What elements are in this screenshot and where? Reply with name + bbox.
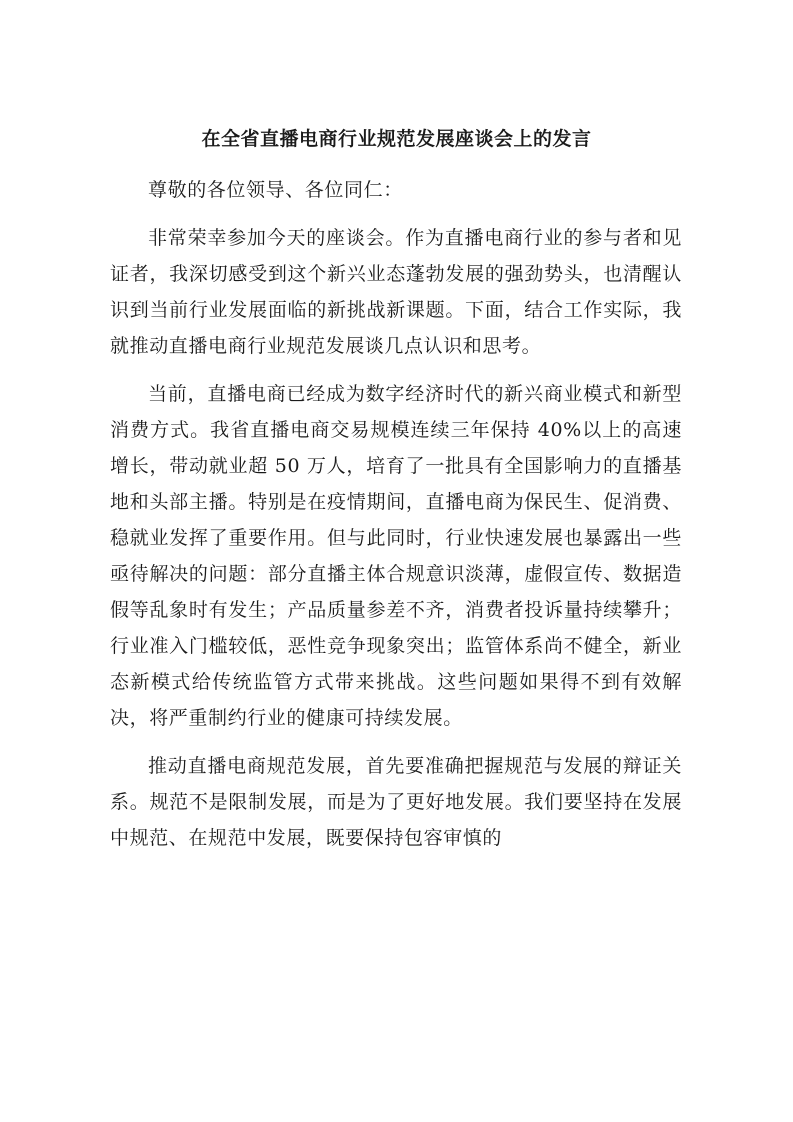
paragraph-2: 当前，直播电商已经成为数字经济时代的新兴商业模式和新型消费方式。我省直播电商交易规模连续三年保持 40%以上的高速增长，带动就业超 50 万人，培育了一批具有全国影响力的直播基地和头部主播。特别是在疫情期间，直播电商为保民生、促消费、稳就业发挥了重要作用。但与此同时，行业快速发展也暴露出一些亟待解决的问题：部分直播主体合规意识淡薄，虚假宣传、数据造假等乱象时有发生；产品质量参差不齐，消费者投诉量持续攀升；行业准入门槛较低，恶性竞争现象突出；监管体系尚不健全，新业态新模式给传统监管方式带来挑战。这些问题如果得不到有效解决，将严重制约行业的健康可持续发展。 <box>110 383 682 729</box>
paragraph-3: 推动直播电商规范发展，首先要准确把握规范与发展的辩证关系。规范不是限制发展，而是为了更好地发展。我们要坚持在发展中规范、在规范中发展，既要保持包容审慎的 <box>110 755 682 849</box>
document-body <box>110 172 682 868</box>
document-title: 在全省直播电商行业规范发展座谈会上的发言 <box>201 128 592 150</box>
salutation: 尊敬的各位领导、各位同仁： <box>148 179 403 201</box>
paragraph-1: 非常荣幸参加今天的座谈会。作为直播电商行业的参与者和见证者，我深切感受到这个新兴业态蓬勃发展的强劲势头，也清醒认识到当前行业发展面临的新挑战新课题。下面，结合工作实际，我就推动直播电商行业规范发展谈几点认识和思考。 <box>110 227 682 357</box>
